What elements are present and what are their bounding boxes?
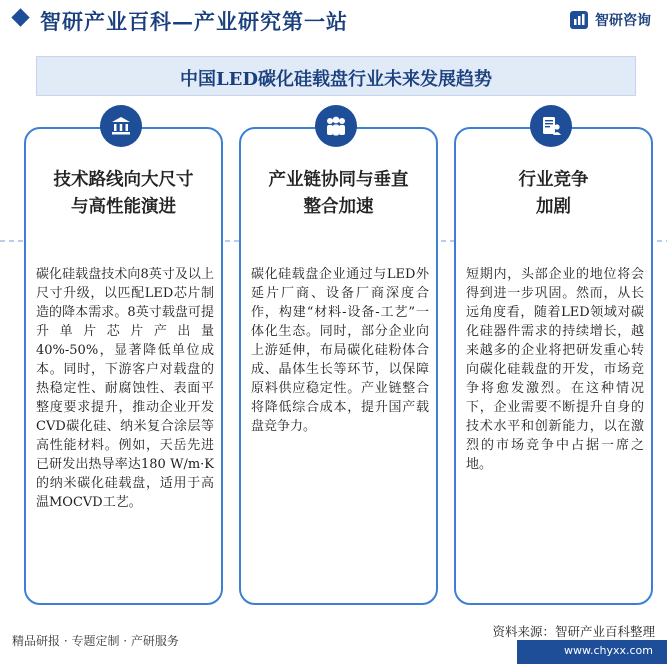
card-body: 碳化硅载盘企业通过与LED外延片厂商、设备厂商深度合作，构建“材料-设备-工艺”一体化生态。同时，部分企业向上游延伸，布局碳化硅粉体合成、晶体生长等环节，以保障原料供应稳定性。产业链整合将降低综合成本，提升国产载盘竞争力。 [251,267,429,434]
site-title: 智研产业百科—产业研究第一站 [40,9,348,34]
page-footer [0,620,667,664]
card-title-line: 与高性能演进 [71,197,176,217]
diamond-icon [11,8,29,26]
brand-logo-icon [569,10,589,30]
people-group-icon [315,105,357,147]
footer-url[interactable]: www.chyxx.com [563,644,653,657]
page-header [0,0,667,40]
card-body: 碳化硅载盘技术向8英寸及以上尺寸升级，以匹配LED芯片制造的降本需求。8英寸载盘可提升单片芯片产出量40%-50%，显著降低单位成本。同时，下游客户对载盘的热稳定性、耐腐蚀性、表面平整度要求提升，推动企业开发CVD碳化硅、纳米复合涂层等高性能材料。例如，天岳先进已研发出热导率达180 W/m·K的纳米碳化硅载盘，适用于高温MOCVD工艺。 [36,267,214,510]
bank-icon [100,105,142,147]
topic-banner [36,56,636,96]
card-body: 短期内，头部企业的地位将会得到进一步巩固。然而，从长远角度看，随着LED领域对碳化硅器件需求的持续增长，越来越多的企业将把研发重心转向碳化硅载盘的开发，市场竞争将愈发激烈。在这种情况下，企业需要不断提升自身的技术水平和创新能力，以在激烈的市场竞争中占据一席之地。 [466,267,644,472]
card-title-line: 行业竞争 [518,170,589,190]
card-title-line: 技术路线向大尺寸 [53,170,194,190]
brand[interactable] [569,10,651,30]
footer-services: 精品研报 · 专题定制 · 产研服务 [12,634,179,648]
trend-card-2 [239,127,438,605]
card-title [241,167,436,221]
brand-name: 智研咨询 [595,13,651,29]
document-person-icon [530,105,572,147]
trend-card-1 [24,127,223,605]
card-title-line: 产业链协同与垂直 [268,170,409,190]
card-title [26,167,221,221]
card-title-line: 加剧 [536,197,571,217]
footer-source: 资料来源：智研产业百科整理 [492,624,655,639]
card-title [456,167,651,221]
banner-title: 中国LED碳化硅载盘行业未来发展趋势 [180,69,492,90]
card-title-line: 整合加速 [303,197,374,217]
trend-card-3 [454,127,653,605]
